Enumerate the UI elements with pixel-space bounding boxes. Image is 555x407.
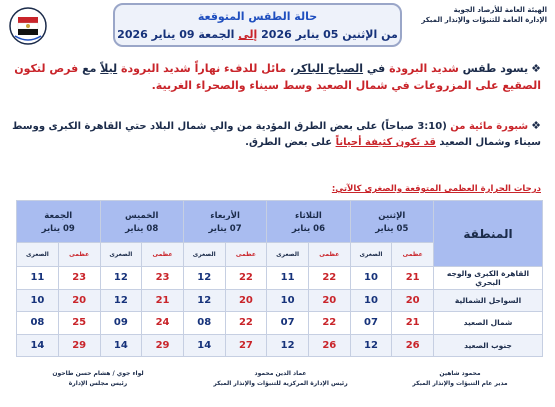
min-temp: 10 (17, 289, 59, 312)
text-segment: الصباح الباكر (294, 62, 364, 75)
min-temp: 12 (350, 334, 392, 357)
day-name: الجمعة (44, 211, 73, 221)
signatory-name: عماد الدين محمود (254, 370, 307, 377)
signatory-name: لواء جوي / هشام حسن طاحون (52, 370, 144, 377)
min-label: الصغرى (183, 243, 225, 267)
max-temp: 27 (225, 334, 267, 357)
text-segment: فرص لتكون (14, 62, 79, 75)
max-temp: 22 (308, 267, 350, 290)
day-name: الخميس (124, 211, 159, 221)
text-segment: قد تكون كثيفة أحياناً (335, 137, 436, 148)
day-date: 05 يناير (375, 224, 409, 234)
min-temp: 14 (17, 334, 59, 357)
min-temp: 10 (267, 289, 309, 312)
max-temp: 21 (392, 312, 434, 335)
max-temp: 25 (58, 312, 100, 335)
text-segment: ، (286, 62, 295, 75)
min-label: الصغرى (267, 243, 309, 267)
min-label: الصغرى (17, 243, 59, 267)
day-header (267, 201, 350, 243)
max-temp: 24 (142, 312, 184, 335)
day-header (100, 201, 183, 243)
min-temp: 08 (17, 312, 59, 335)
min-temp: 12 (183, 289, 225, 312)
min-temp: 10 (350, 289, 392, 312)
max-temp: 20 (308, 289, 350, 312)
region-header: المنطقة (434, 201, 543, 267)
region-name: السواحل الشمالية (434, 289, 543, 312)
table-row (17, 267, 543, 290)
max-temp: 20 (58, 289, 100, 312)
date-range-end: الجمعة 09 يناير 2026 (117, 28, 235, 41)
text-segment: الصقيع على المزروعات في شمال الصعيد وسط سيناء والصحراء الغربية. (151, 79, 541, 92)
signatory-name: محمود شاهين (439, 370, 481, 377)
min-temp: 12 (267, 334, 309, 357)
min-temp: 12 (183, 267, 225, 290)
max-temp: 29 (58, 334, 100, 357)
date-range-connector: إلى (238, 28, 258, 41)
max-label: عظمى (58, 243, 100, 267)
min-temp: 07 (267, 312, 309, 335)
signature-forecast-director (375, 369, 545, 389)
min-temp: 07 (350, 312, 392, 335)
signatory-title: رئيس مجلس الإدارة (68, 380, 128, 387)
table-row (17, 312, 543, 335)
max-temp: 22 (308, 312, 350, 335)
min-temp: 10 (350, 267, 392, 290)
min-temp: 08 (183, 312, 225, 335)
day-date: 09 يناير (41, 224, 75, 234)
max-temp: 23 (58, 267, 100, 290)
text-segment: (3:10 صباحاً) (380, 121, 447, 132)
day-name: الثلاثاء (295, 211, 322, 221)
date-range-start: من الإثنين 05 يناير 2026 (261, 28, 398, 41)
max-temp: 20 (392, 289, 434, 312)
signature-chairman (28, 369, 168, 389)
text-segment: شديد البرودة (121, 62, 191, 75)
day-header (17, 201, 101, 243)
max-label: عظمى (308, 243, 350, 267)
day-header (183, 201, 266, 243)
text-segment: على بعض الطرق. (245, 137, 336, 148)
date-range (115, 28, 400, 42)
min-temp: 09 (100, 312, 142, 335)
max-temp: 21 (142, 289, 184, 312)
text-segment: مع (78, 62, 101, 75)
max-temp: 23 (142, 267, 184, 290)
day-date: 07 يناير (208, 224, 242, 234)
org-department: الإدارة العامة للتنبؤات والإنذار المبكر (421, 16, 547, 24)
max-temp: 22 (225, 312, 267, 335)
min-temp: 11 (17, 267, 59, 290)
text-segment: شبورة مائية من (446, 121, 529, 132)
signatory-title: رئيس الإدارة المركزية للتنبؤات والإنذار المبكر (213, 380, 348, 387)
temperature-table (16, 200, 543, 357)
day-date: 06 يناير (291, 224, 325, 234)
table-row (17, 289, 543, 312)
max-label: عظمى (225, 243, 267, 267)
title-box (113, 3, 402, 47)
organization-header (397, 5, 547, 25)
min-temp: 14 (100, 334, 142, 357)
signatory-title: مدير عام التنبؤات والإنذار المبكر (412, 380, 508, 387)
min-label: الصغرى (350, 243, 392, 267)
text-segment: في (363, 62, 390, 75)
region-name: شمال الصعيد (434, 312, 543, 335)
text-segment: على بعض الطرق المؤدية من والي شمال البلاد حتي القاهرة الكبرى ووسط سيناء وشمال الصعيد (12, 121, 541, 148)
min-temp: 11 (267, 267, 309, 290)
day-name: الأربعاء (210, 211, 240, 221)
forecast-paragraph-fog (11, 118, 541, 151)
min-temp: 14 (183, 334, 225, 357)
table-caption: درجات الحرارة العظمى المتوقعة والصغرى كالآتي: (331, 184, 541, 194)
max-temp: 21 (392, 267, 434, 290)
max-temp: 26 (392, 334, 434, 357)
table-row (17, 334, 543, 357)
max-temp: 26 (308, 334, 350, 357)
text-segment: مائل للدفء نهاراً (194, 62, 287, 75)
bullet-icon: ❖ (531, 119, 541, 132)
min-label: الصغرى (100, 243, 142, 267)
page-title: حالة الطقس المتوقعة (197, 10, 318, 23)
max-label: عظمى (392, 243, 434, 267)
min-temp: 12 (100, 267, 142, 290)
egyptian-meteorological-authority-logo (8, 6, 48, 46)
forecast-paragraph-temperature (11, 60, 541, 94)
max-label: عظمى (142, 243, 184, 267)
text-segment: شديد البرودة (389, 62, 459, 75)
day-name: الإثنين (378, 211, 406, 221)
max-temp: 22 (225, 267, 267, 290)
region-name: القاهرة الكبرى والوجه البحري (434, 267, 543, 290)
bullet-icon: ❖ (531, 62, 541, 75)
max-temp: 29 (142, 334, 184, 357)
org-name: الهيئة العامة للأرصاد الجوية (453, 6, 547, 14)
text-segment: ليلاً (100, 62, 118, 75)
region-name: جنوب الصعيد (434, 334, 543, 357)
text-segment: يسود طقس (458, 62, 529, 75)
day-date: 08 يناير (125, 224, 159, 234)
min-temp: 12 (100, 289, 142, 312)
max-temp: 20 (225, 289, 267, 312)
signature-central-director (193, 369, 368, 389)
day-header (350, 201, 433, 243)
